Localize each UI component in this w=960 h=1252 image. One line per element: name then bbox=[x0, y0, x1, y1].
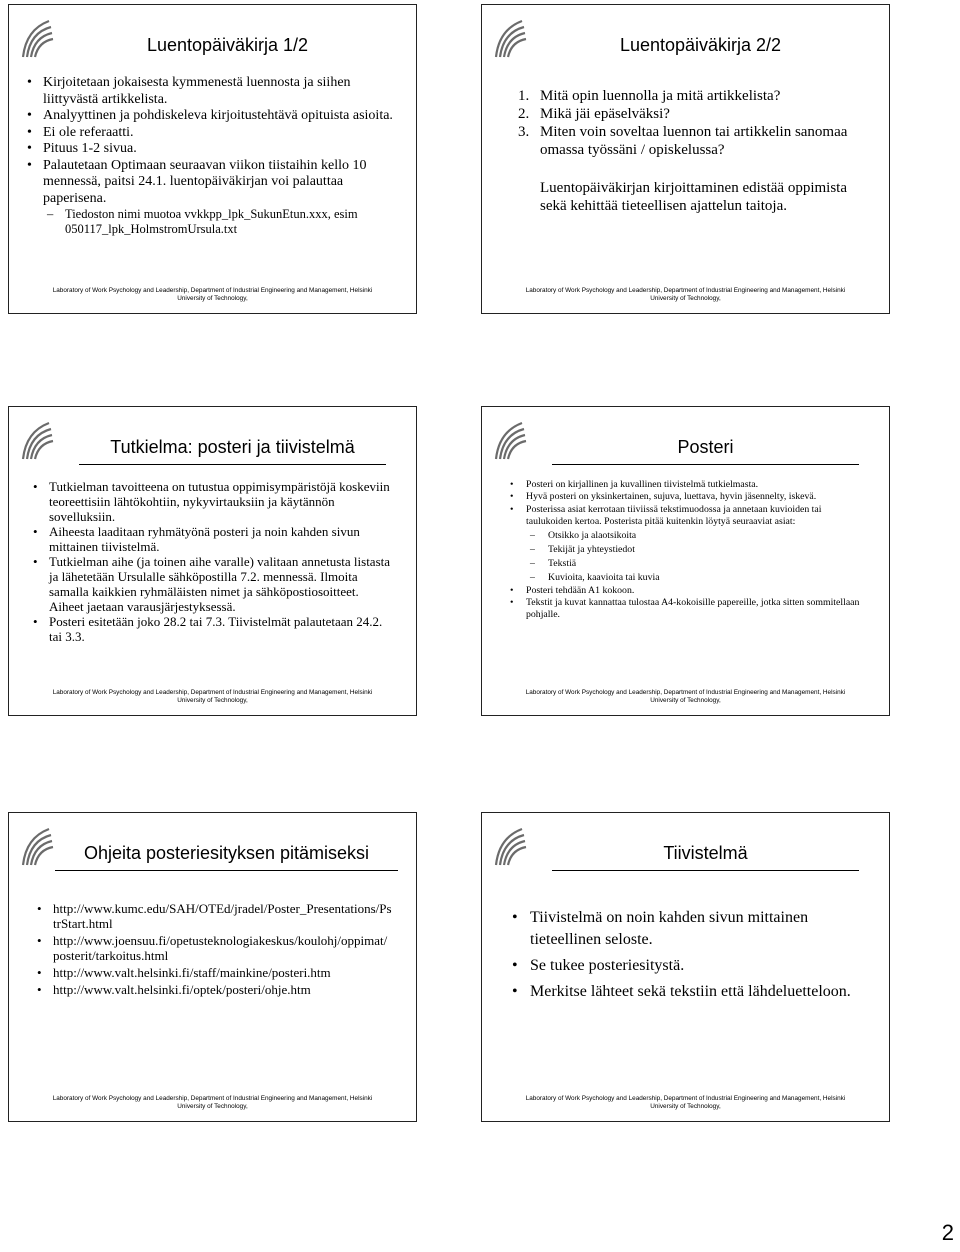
bullet-item: • Tekstit ja kuvat kannattaa tulostaa A4-kokoisille papereille, jotka sitten sommitellaan pohjalle. bbox=[510, 597, 863, 622]
bullet-item: • Tutkielman aihe (ja toinen aihe varalle) valitaan annetusta listasta ja lähetetään Ursulalle sähköpostilla 7.2. mennessä. Ilmoita samalla kaikkien ryhmäläisten nimet ja sähköpostiosoitteet. Aiheet jaetaan varausjärjestyksessä. bbox=[33, 554, 392, 614]
slide-posteri bbox=[481, 406, 890, 716]
university-logo-icon bbox=[19, 825, 55, 867]
sub-bullet-item: – Tekstiä bbox=[510, 557, 863, 571]
slide-tutkielma bbox=[8, 406, 417, 716]
university-logo-icon bbox=[492, 419, 528, 461]
bullet-item: • Aiheesta laaditaan ryhmätyönä posteri ja noin kahden sivun mittainen tiivistelmä. bbox=[33, 524, 392, 554]
slide-title: Tutkielma: posteri ja tiivistelmä bbox=[79, 437, 386, 465]
slide-footer: Laboratory of Work Psychology and Leadership, Department of Industrial Engineering and Management, Helsinki University of Technology, bbox=[52, 1095, 373, 1110]
slide-title: Posteri bbox=[552, 437, 859, 465]
bullet-item: • Tutkielman tavoitteena on tutustua oppimisympäristöjä koskeviin teoreettisiin lähtökohtiin, nykyvirtauksiin ja käytännön sovelluksiin. bbox=[33, 479, 392, 524]
numbered-item: 2. Mikä jäi epäselväksi? bbox=[518, 106, 670, 122]
slide-title: Tiivistelmä bbox=[552, 843, 859, 871]
bullet-item: • Se tukee posteriesitystä. bbox=[512, 955, 869, 977]
bullet-item: • Hyvä posteri on yksinkertainen, sujuva, luettava, hyvin jäsennelty, iskevä. bbox=[510, 491, 863, 503]
slide-luentopaivakirja-1 bbox=[8, 4, 417, 314]
link-item[interactable]: • http://www.valt.helsinki.fi/staff/mainkine/posteri.htm bbox=[37, 965, 392, 980]
slide-footer: Laboratory of Work Psychology and Leadership, Department of Industrial Engineering and Management, Helsinki University of Technology, bbox=[52, 689, 373, 704]
slide-footer: Laboratory of Work Psychology and Leadership, Department of Industrial Engineering and Management, Helsinki University of Technology, bbox=[525, 1095, 846, 1110]
sub-bullet-item: – Tiedoston nimi muotoa vvkkpp_lpk_SukunEtun.xxx, esim 050117_lpk_HolmstromUrsula.txt bbox=[27, 207, 398, 236]
slide-ohjeita bbox=[8, 812, 417, 1122]
bullet-item: • Ei ole referaatti. bbox=[27, 125, 398, 142]
bullet-item: • Posteri tehdään A1 kokoon. bbox=[510, 585, 863, 597]
university-logo-icon bbox=[492, 825, 528, 867]
slide-tiivistelma bbox=[481, 812, 890, 1122]
slide-footer: Laboratory of Work Psychology and Leadership, Department of Industrial Engineering and Management, Helsinki University of Technology, bbox=[525, 689, 846, 704]
bullet-item: • Analyyttinen ja pohdiskeleva kirjoitustehtävä opituista asioita. bbox=[27, 108, 398, 125]
link-item[interactable]: • http://www.kumc.edu/SAH/OTEd/jradel/Poster_Presentations/PstrStart.html bbox=[37, 901, 392, 931]
sub-bullet-item: – Tekijät ja yhteystiedot bbox=[510, 543, 863, 557]
slide-luentopaivakirja-2 bbox=[481, 4, 890, 314]
bullet-item: • Posteri on kirjallinen ja kuvallinen tiivistelmä tutkielmasta. bbox=[510, 479, 863, 491]
bullet-item: • Posterissa asiat kerrotaan tiiviissä tekstimuodossa ja annetaan kuvioiden tai taulukoiden kertoa. Posterista pitää kuitenkin löytyä seuraaviat asiat: bbox=[510, 504, 863, 529]
sub-bullet-item: – Otsikko ja alaotsikoita bbox=[510, 529, 863, 543]
university-logo-icon bbox=[19, 419, 55, 461]
bullet-item: • Merkitse lähteet sekä tekstiin että lähdeluetteloon. bbox=[512, 981, 869, 1003]
bullet-item: • Pituus 1-2 sivua. bbox=[27, 141, 398, 158]
link-item[interactable]: • http://www.valt.helsinki.fi/optek/posteri/ohje.htm bbox=[37, 982, 392, 997]
summary-paragraph: Luentopäiväkirjan kirjoittaminen edistää oppimista sekä kehittää tieteellisen ajattelun taitoja. bbox=[540, 180, 848, 214]
bullet-item: • Palautetaan Optimaan seuraavan viikon tiistaihin kello 10 mennessä, paitsi 24.1. luentopäiväkirjan voi palauttaa paperisena. bbox=[27, 158, 398, 208]
bullet-item: • Tiivistelmä on noin kahden sivun mittainen tieteellinen seloste. bbox=[512, 907, 869, 951]
slide-title: Luentopäiväkirja 1/2 bbox=[146, 35, 309, 55]
numbered-item: 1. Mitä opin luennolla ja mitä artikkelista? bbox=[518, 88, 781, 104]
slide-title: Ohjeita posteriesityksen pitämiseksi bbox=[55, 843, 398, 871]
bullet-item: • Posteri esitetään joko 28.2 tai 7.3. Tiivistelmät palautetaan 24.2. tai 3.3. bbox=[33, 614, 392, 644]
slide-footer: Laboratory of Work Psychology and Leadership, Department of Industrial Engineering and Management, Helsinki University of Technology, bbox=[52, 287, 373, 302]
page-number: 2 bbox=[941, 1220, 954, 1245]
numbered-item: 3. Miten voin soveltaa luennon tai artikkelin sanomaa omassa työssäni / opiskelussa? bbox=[518, 124, 848, 158]
sub-bullet-item: – Kuvioita, kaavioita tai kuvia bbox=[510, 571, 863, 585]
slide-title: Luentopäiväkirja 2/2 bbox=[619, 35, 782, 55]
bullet-item: • Kirjoitetaan jokaisesta kymmenestä luennosta ja siihen liittyvästä artikkelista. bbox=[27, 75, 398, 108]
link-item[interactable]: • http://www.joensuu.fi/opetusteknologiakeskus/koulohj/oppimat/posterit/tarkoitus.html bbox=[37, 933, 392, 963]
slide-footer: Laboratory of Work Psychology and Leadership, Department of Industrial Engineering and Management, Helsinki University of Technology, bbox=[525, 287, 846, 302]
